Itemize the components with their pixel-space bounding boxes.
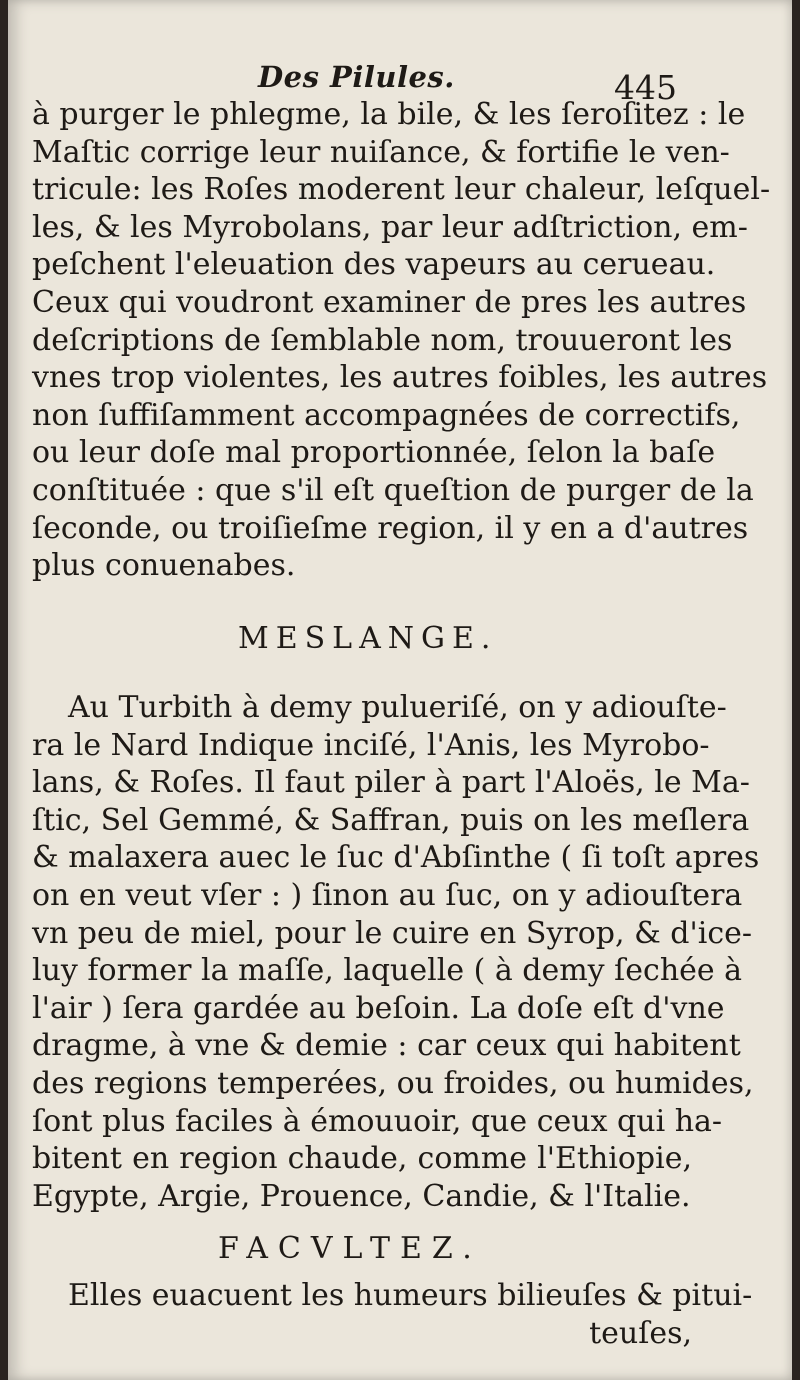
running-title: Des Pilules. [258, 60, 455, 94]
text-line: teuſes, [589, 1315, 692, 1351]
text-line: peſchent l'eleuation des vapeurs au cerueau. [32, 247, 716, 283]
text-line: des regions temperées, ou froides, ou humides, [32, 1065, 754, 1101]
paragraph-facultez-text [32, 1277, 753, 1352]
text-line: vn peu de miel, pour le cuire en Syrop, & d'ice- [32, 915, 753, 951]
text-line: ſtic, Sel Gemmé, & Saffran, puis on les meſlera [32, 802, 750, 838]
section-heading-meslange: MESLANGE. [238, 621, 498, 656]
paragraph-pilules-text [32, 96, 771, 585]
text-line: & malaxera auec le ſuc d'Abſinthe ( ſi toſt apres [32, 840, 760, 876]
text-line: dragme, à vne & demie : car ceux qui habitent [32, 1028, 741, 1064]
text-line: tricule: les Roſes moderent leur chaleur, leſquel- [32, 172, 771, 208]
text-line: Ceux qui voudront examiner de pres les autres [32, 284, 747, 320]
text-line: ou leur doſe mal proportionnée, ſelon la baſe [32, 435, 716, 471]
text-line: Maſtic corrige leur nuiſance, & fortifie le ven- [32, 134, 730, 170]
text-line: deſcriptions de ſemblable nom, trouueront les [32, 322, 733, 358]
text-line: ra le Nard Indique inciſé, l'Anis, les Myrobo- [32, 727, 710, 763]
section-heading-facultez: FACVLTEZ. [218, 1231, 482, 1266]
text-line: ſeconde, ou troiſieſme region, il y en a d'autres [32, 510, 749, 546]
text-line: lans, & Roſes. Il faut piler à part l'Aloës, le Ma- [32, 765, 750, 801]
text-line: à purger le phlegme, la bile, & les ſeroſitez : le [32, 97, 746, 132]
paragraph-meslange-text [32, 689, 760, 1215]
text-line: conſtituée : que s'il eſt queſtion de purger de la [32, 472, 754, 508]
text-line: on en veut vſer : ) ſinon au ſuc, on y adiouſtera [32, 877, 743, 913]
text-line: Au Turbith à demy pulueriſé, on y adiouſte- [68, 690, 727, 725]
page-number: 445 [614, 68, 677, 107]
text-line: vnes trop violentes, les autres foibles, les autres [32, 360, 768, 396]
text-line: l'air ) ſera gardée au beſoin. La doſe eſt d'vne [32, 990, 725, 1026]
text-line: Egypte, Argie, Prouence, Candie, & l'Italie. [32, 1178, 691, 1214]
text-line: bitent en region chaude, comme l'Ethiopie, [32, 1141, 692, 1177]
book-page [8, 0, 792, 1380]
text-line: les, & les Myrobolans, par leur adſtriction, em- [32, 209, 748, 245]
text-line: ſont plus faciles à émouuoir, que ceux qui ha- [32, 1103, 723, 1139]
text-line: non ſuffiſamment accompagnées de correctifs, [32, 397, 741, 433]
text-line: plus conuenabes. [32, 548, 296, 584]
text-line: Elles euacuent les humeurs bilieuſes & pitui- [68, 1278, 753, 1313]
text-line: luy former la maſſe, laquelle ( à demy ſechée à [32, 953, 743, 989]
